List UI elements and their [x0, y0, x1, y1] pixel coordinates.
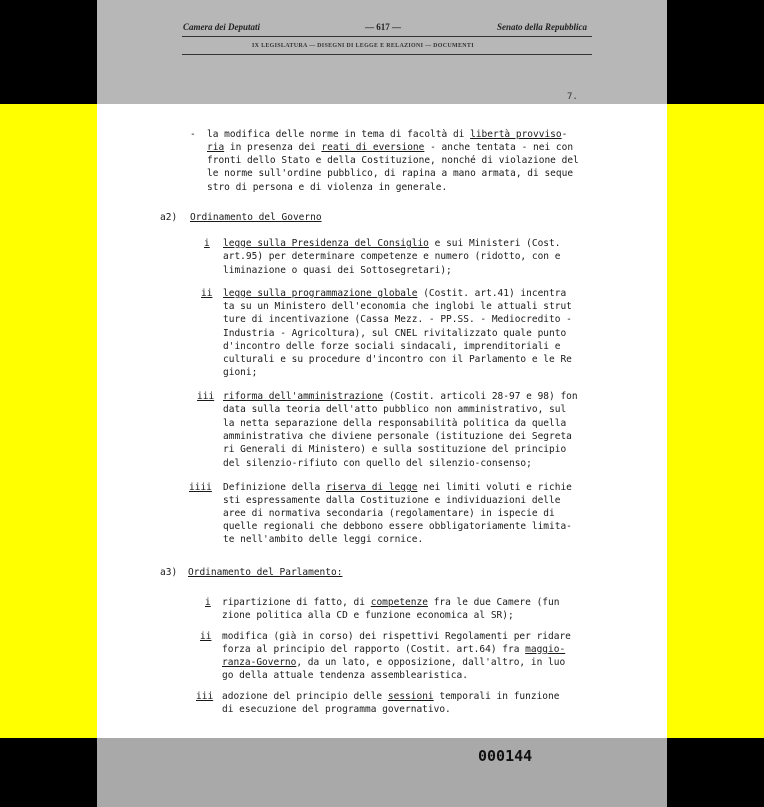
text-line: liminazione o quasi dei Sottosegretari); — [223, 265, 452, 276]
text-line: ture di incentivazione (Cassa Mezz. - PP.SS. - Mediocredito - — [223, 314, 572, 325]
item-number: i — [204, 238, 210, 249]
text-line: go della attuale tendenza assemblearistica. — [222, 670, 468, 681]
text-line: legge sulla Presidenza del Consiglio e sui Ministeri (Cost. — [223, 238, 561, 249]
item-number: iii — [196, 691, 214, 702]
text-line: del silenzio-rifiuto con quello del silenzio-consenso; — [223, 458, 532, 469]
text-line: la netta separazione della responsabilità politica da quella — [223, 418, 567, 429]
text-line: fronti dello Stato e della Costituzione, nonché di violazione del — [207, 155, 579, 166]
text-line: le norme sull'ordine pubblico, di rapina a mano armata, di seque — [207, 168, 574, 179]
text-line: Industria - Agricoltura), sul CNEL rivitalizzato quale punto — [223, 328, 567, 339]
text-line: adozione del principio delle sessioni temporali in funzione — [222, 691, 560, 702]
text-line: la modifica delle norme in tema di facoltà di libertà provviso- — [207, 129, 568, 140]
text-line: legge sulla programmazione globale (Costit. art.41) incentra — [223, 288, 567, 299]
text-line: culturali e su procedure d'incontro con il Parlamento e le Re — [223, 354, 572, 365]
item-number: ii — [201, 288, 213, 299]
page-header-area — [97, 0, 667, 104]
text-line: sti espressamente dalla Costituzione e individuazioni delle — [223, 495, 561, 506]
archive-stamp: 000144 — [478, 747, 533, 765]
header-page-number: — 617 — — [365, 22, 401, 32]
text-line: aree di normativa secondaria (regolamentare) in ispecie di — [223, 508, 555, 519]
text-line: ripartizione di fatto, di competenze fra le due Camere (fun — [222, 597, 560, 608]
text-line: gioni; — [223, 367, 258, 378]
item-number: i — [205, 597, 211, 608]
section-title: Ordinamento del Parlamento: — [188, 567, 343, 578]
header-chamber: Camera dei Deputati — [183, 22, 260, 32]
text-line: Definizione della riserva di legge nei limiti voluti e richie — [223, 482, 572, 493]
item-number: ii — [200, 631, 212, 642]
header-rule-top — [182, 36, 592, 37]
text-line: modifica (già in corso) dei rispettivi Regolamenti per ridare — [222, 631, 571, 642]
text-line: di esecuzione del programma governativo. — [222, 704, 451, 715]
text-line: zione politica alla CD e funzione economica al SR); — [222, 610, 514, 621]
text-line: stro di persona e di violenza in generale. — [207, 182, 448, 193]
bullet-dash: - — [190, 129, 196, 140]
text-line: quelle regionali che debbono essere obbligatoriamente limita- — [223, 521, 572, 532]
text-line: forza al principio del rapporto (Costit. art.64) fra maggio- — [222, 644, 566, 655]
text-line: art.95) per determinare competenze e numero (ridotto, con e — [223, 251, 561, 262]
text-line: te nell'ambito delle leggi cornice. — [223, 534, 424, 545]
section-label: a3) — [160, 567, 178, 578]
text-line: riforma dell'amministrazione (Costit. articoli 28-97 e 98) fon — [223, 391, 578, 402]
text-line: ri Generali di Ministero) e sulla sostituzione del principio — [223, 444, 567, 455]
section-page-number: 7. — [567, 92, 578, 102]
text-line: ria in presenza dei reati di eversione - anche tentata - nei con — [207, 142, 574, 153]
section-label: a2) — [160, 212, 178, 223]
item-number: iiii — [189, 482, 212, 493]
text-line: d'incontro delle forze sociali sindacali, imprenditoriali e — [223, 341, 561, 352]
page-footer-area — [97, 738, 667, 807]
text-line: amministrativa che diviene personale (istituzione dei Segreta — [223, 431, 572, 442]
section-title: Ordinamento del Governo — [190, 212, 322, 223]
text-line: ranza-Governo, da un lato, e opposizione, dall'altro, in luo — [222, 657, 566, 668]
header-rule-bottom — [182, 54, 592, 55]
item-number: iii — [197, 391, 215, 402]
header-subtitle: IX LEGISLATURA — DISEGNI DI LEGGE E RELAZIONI — DOCUMENTI — [252, 43, 474, 49]
header-senate: Senato della Repubblica — [497, 22, 587, 32]
text-line: data sulla teoria dell'atto pubblico non amministrativo, sul — [223, 404, 567, 415]
text-line: ta su un Ministero dell'economia che inglobi le attuali strut — [223, 301, 572, 312]
